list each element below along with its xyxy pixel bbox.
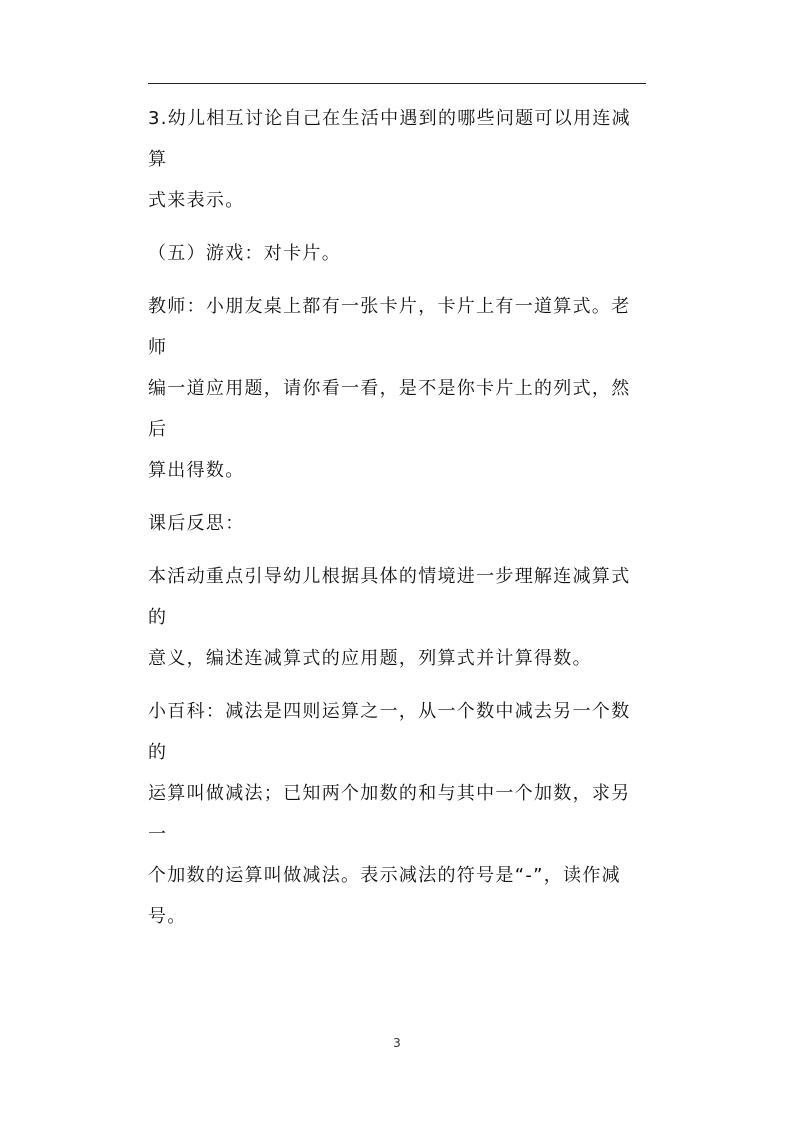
paragraph-teacher: 教师：小朋友桌上都有一张卡片，卡片上有一道算式。老师 编一道应用题，请你看一看，是不是你卡片上的列式，然后 算出得数。: [148, 296, 631, 481]
page-number: 3: [393, 1036, 401, 1050]
document-body: [148, 98, 648, 937]
paragraph-reflection-heading: 课后反思：: [148, 513, 245, 534]
paragraph-encyclopedia: 小百科：减法是四则运算之一，从一个数中减去另一个数的 运算叫做减法；已知两个加数的和与其中一个加数，求另一 个加数的运算叫做减法。表示减法的符号是“-”，读作减号。: [148, 701, 631, 927]
paragraph-reflection: 本活动重点引导幼儿根据具体的情境进一步理解连减算式的 意义，编述连减算式的应用题，列算式并计算得数。: [148, 566, 631, 669]
paragraph-discussion: 3.幼儿相互讨论自己在生活中遇到的哪些问题可以用连减算 式来表示。: [148, 108, 631, 211]
paragraph-game-heading: （五）游戏：对卡片。: [148, 243, 341, 264]
header-rule: [148, 83, 646, 84]
